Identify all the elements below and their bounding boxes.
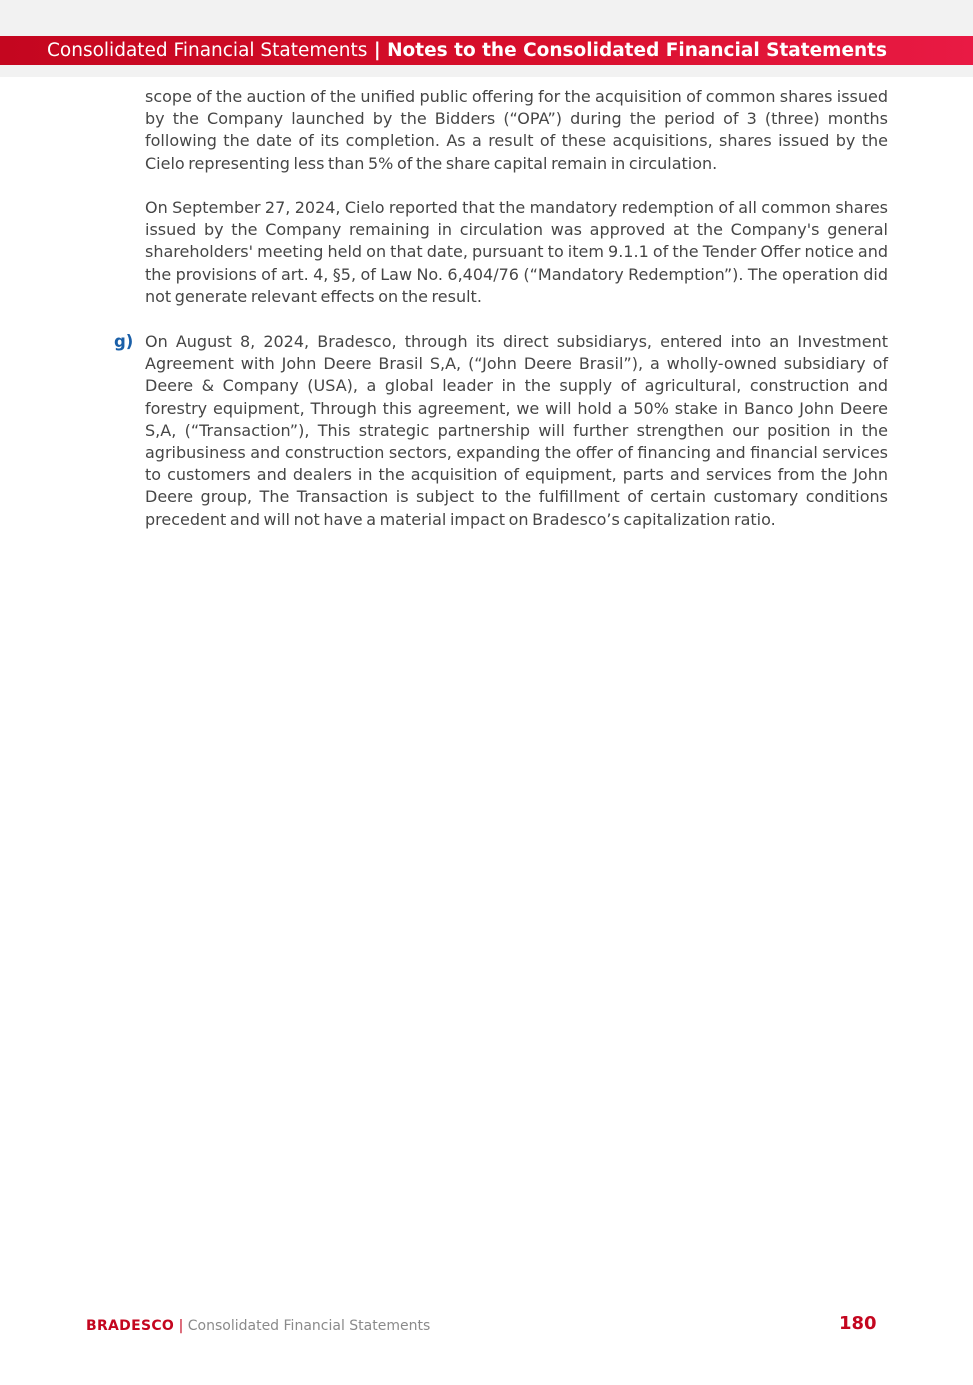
page-top-margin (0, 0, 973, 36)
footer-separator: | (174, 1318, 188, 1334)
paragraph-john-deere-agreement: On August 8, 2024, Bradesco, through its direct subsidiarys, entered into an Investment Agreement with John Deere Brasil S,A, (“John Deere Brasil”), a wholly-owned subsidiary of Deere & Company (USA), a global leader in the supply of agricultural, construction and forestry equipment, Through this agreement, we will hold a 50% stake in Banco John Deere S,A, (“Transaction”), This strategic partnership will further strengthen our position in the agribusiness and construction sectors, expanding the offer of financing and financial services to customers and dealers in the acquisition of equipment, parts and services from the John Deere group, The Transaction is subject to the fulfillment of certain customary conditions precedent and will not have a material impact on Bradesco’s capitalization ratio. (145, 332, 888, 529)
running-header (47, 36, 887, 65)
footer (86, 1316, 430, 1336)
header-subsection: Notes to the Consolidated Financial Statements (387, 40, 888, 61)
paragraph-cielo-acquisition: scope of the auction of the unified public offering for the acquisition of common shares issued by the Company launched by the Bidders (“OPA”) during the period of 3 (three) months following the date of its completion. As a result of these acquisitions, shares issued by the Cielo representing less than 5% of the share capital remain in circulation. (145, 87, 888, 173)
page-number: 180 (839, 1313, 877, 1334)
list-item-marker: g) (114, 332, 134, 351)
paragraph-mandatory-redemption: On September 27, 2024, Cielo reported that the mandatory redemption of all common shares issued by the Company remaining in circulation was approved at the Company's general shareholders' meeting held on that date, pursuant to item 9.1.1 of the Tender Offer notice and the provisions of art. 4, §5, of Law No. 6,404/76 (“Mandatory Redemption”). The operation did not generate relevant effects on the result. (145, 198, 888, 306)
footer-brand: BRADESCO (86, 1318, 175, 1334)
header-shadow (0, 65, 973, 77)
header-separator: | (367, 40, 388, 61)
footer-title: Consolidated Financial Statements (187, 1318, 431, 1334)
header-section: Consolidated Financial Statements (47, 40, 368, 61)
